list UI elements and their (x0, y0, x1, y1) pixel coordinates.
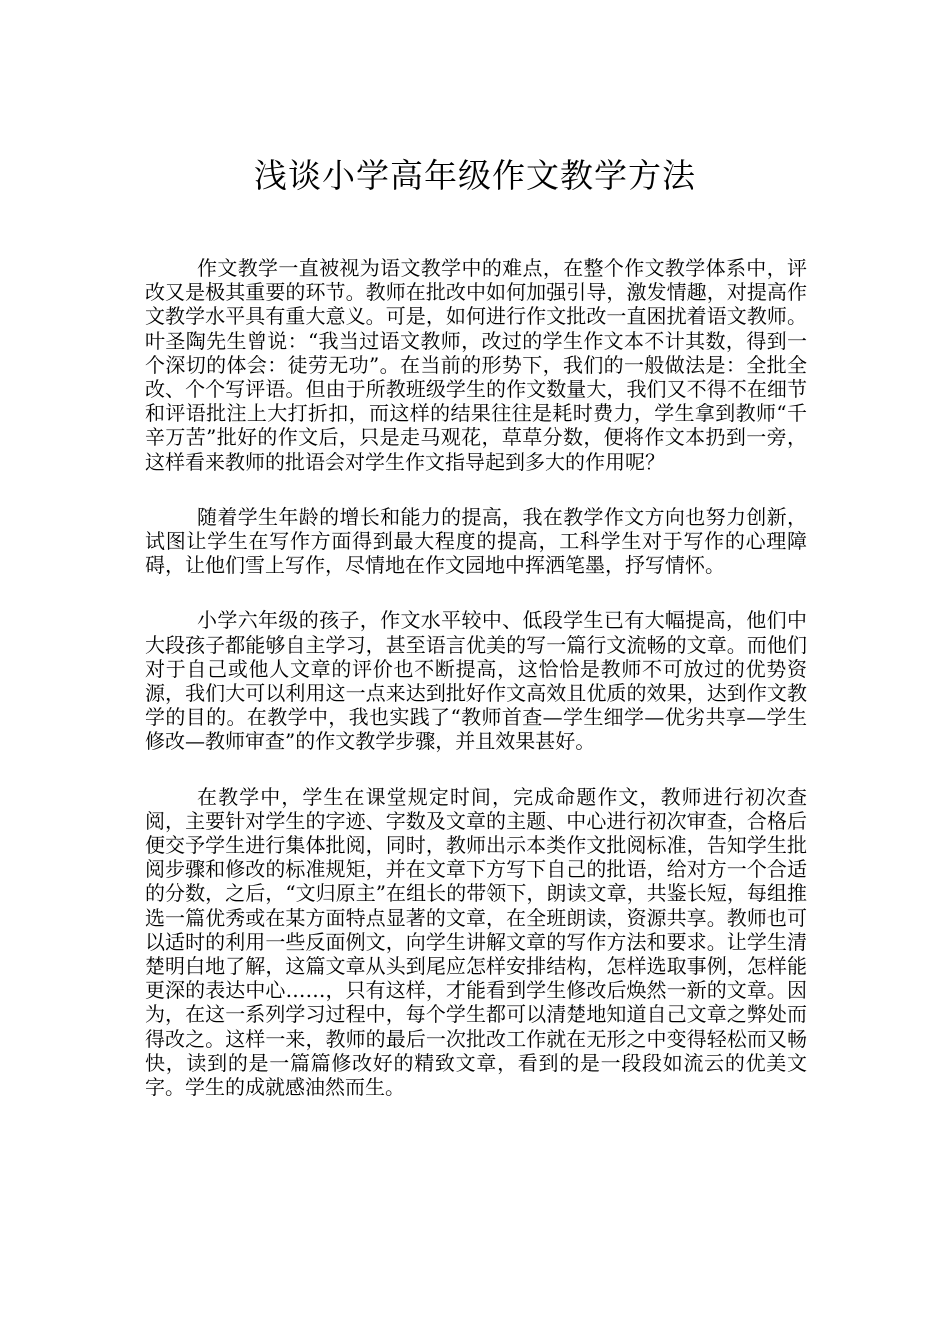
document-body (145, 256, 807, 1099)
paragraph-2: 随着学生年龄的增长和能力的提高，我在教学作文方向也努力创新，试图让学生在写作方面得到最大程度的提高，工科学生对于写作的心理障碍，让他们雪上写作，尽情地在作文园地中挥洒笔墨，抒写情怀。 (145, 504, 807, 578)
paragraph-1: 作文教学一直被视为语文教学中的难点，在整个作文教学体系中，评改又是极其重要的环节。教师在批改中如何加强引导，激发情趣，对提高作文教学水平具有重大意义。可是，如何进行作文批改一直困扰着语文教师。叶圣陶先生曾说：“我当过语文教师，改过的学生作文本不计其数，得到一个深切的体会：徒劳无功”。在当前的形势下，我们的一般做法是：全批全改、个个写评语。但由于所教班级学生的作文数量大，我们又不得不在细节和评语批注上大打折扣，而这样的结果往往是耗时费力，学生拿到教师“千辛万苦”批好的作文后，只是走马观花，草草分数，便将作文本扔到一旁，这样看来教师的批语会对学生作文指导起到多大的作用呢？ (145, 256, 807, 474)
document-title: 浅谈小学高年级作文教学方法 (254, 156, 696, 195)
paragraph-4: 在教学中，学生在课堂规定时间，完成命题作文，教师进行初次查阅，主要针对学生的字迹、字数及文章的主题、中心进行初次审查，合格后便交予学生进行集体批阅，同时，教师出示本类作文批阅标准，告知学生批阅步骤和修改的标准规矩，并在文章下方写下自己的批语，给对方一个合适的分数，之后，“文归原主”在组长的带领下，朗读文章，共鉴长短，每组推选一篇优秀或在某方面特点显著的文章，在全班朗读，资源共享。教师也可以适时的利用一些反面例文，向学生讲解文章的写作方法和要求。让学生清楚明白地了解，这篇文章从头到尾应怎样安排结构，怎样选取事例，怎样能更深的表达中心……，只有这样，才能看到学生修改后焕然一新的文章。因为，在这一系列学习过程中，每个学生都可以清楚地知道自己文章之弊处而得改之。这样一来，教师的最后一次批改工作就在无形之中变得轻松而又畅快，读到的是一篇篇修改好的精致文章，看到的是一段段如流云的优美文字。学生的成就感油然而生。 (145, 784, 807, 1100)
paragraph-3: 小学六年级的孩子，作文水平较中、低段学生已有大幅提高，他们中大段孩子都能够自主学习，甚至语言优美的写一篇行文流畅的文章。而他们对于自己或他人文章的评价也不断提高，这恰恰是教师不可放过的优势资源，我们大可以利用这一点来达到批好作文高效且优质的效果，达到作文教学的目的。在教学中，我也实践了“教师首查—学生细学—优劣共享—学生修改—教师审查”的作文教学步骤，并且效果甚好。 (145, 608, 807, 754)
